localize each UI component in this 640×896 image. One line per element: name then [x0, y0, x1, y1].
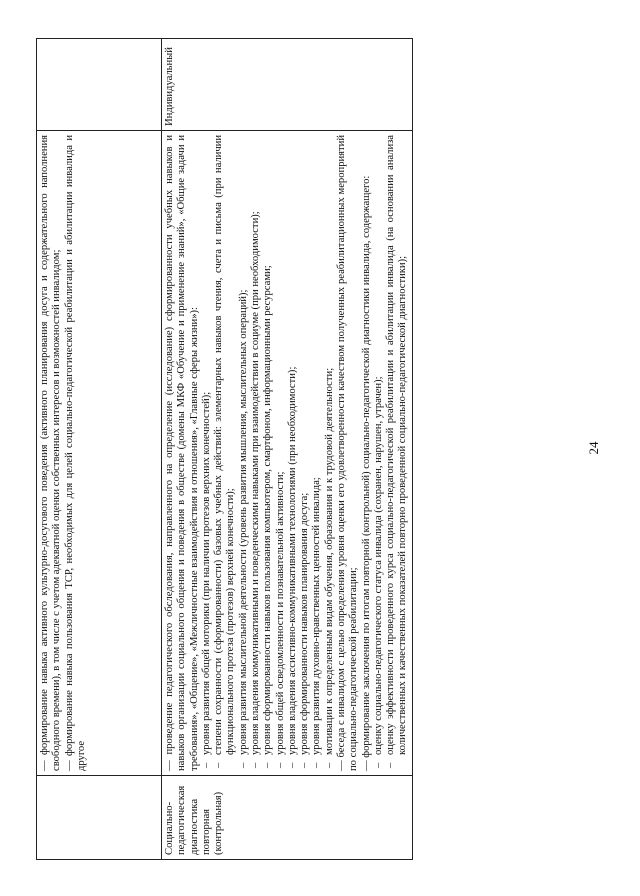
- stage-cell: [37, 776, 162, 860]
- conclusion-paragraph: — формирование заключения по итогам повторной (контрольной) социально-педагогической диагностики инвалида, содержащего:: [360, 175, 372, 771]
- page-number: 24: [586, 441, 601, 455]
- rehab-table: [36, 38, 413, 860]
- list-item: – уровня развития мыслительной деятельности (уровень развития мышления, мыслительных операций);: [237, 289, 249, 768]
- list-item: – уровня развития общей моторики (при наличии протезов верхних конечностей);: [200, 391, 212, 768]
- list-item: – уровня общей осведомленности и познавательной активности;: [274, 471, 286, 768]
- list-item: – уровня владения коммуникативными и поведенческими навыками при взаимодействии в социуме (при необходимости);: [249, 211, 261, 768]
- list-item: – уровня сформированности навыков пользования компьютером, смартфоном, информационными ресурсами;: [262, 265, 274, 768]
- table-row: [37, 39, 162, 860]
- talk-paragraph: — беседа с инвалидом с целью определения уровня оценки его удовлетворенности качеством полученных реабилитационных мероприятий по социально-педагогической реабилитации;: [335, 135, 360, 771]
- content-paragraph: — формирование навыка активного культурно-досугового поведения (активного планирования досуга и содержательного наполнения свободного времени), в том числе с учетом адекватной оценки собственных интересов и возможностей инвалидом;: [39, 135, 63, 771]
- list-item: – оценку эффективности проведенного курса социально-педагогической реабилитации и абилитации инвалида (на основании анализа количественных и качественных показателей повторно проведенной социально-педагогической диагностики);: [385, 135, 409, 768]
- form-cell: Индивидуальный: [162, 39, 413, 131]
- list-item: – степени сохранности (сформированности) базовых учебных действий: элементарных навыков чтения, счета и письма (при наличии функционального протеза (протезов) верхней конечности);: [213, 135, 237, 768]
- list-item: – мотивации к определенным видам обучения, образования и к трудовой деятельности;: [323, 367, 335, 768]
- content-cell: [37, 131, 162, 776]
- intro-paragraph: — проведение педагогического обследования, направленного на определение (исследование) сформированности учебных навыков и навыков организации социального общения и поведения в обществе (домены МКФ «Обучение и применение знаний», «Общие задачи и требования», «Общение», «Межличностные взаимодействия и отношения», «Главные сферы жизни»):: [164, 135, 200, 771]
- list-item: – уровня владения ассистивно-коммуникативными технологиями (при необходимости);: [286, 366, 298, 768]
- stage-cell: Социально-педагогическая диагностика повторная (контрольная): [162, 776, 413, 860]
- list-item: – оценку социально-педагогического статуса инвалида (сохранен, нарушен, утрачен);: [372, 376, 384, 768]
- form-cell: [37, 39, 162, 131]
- table-row: [162, 39, 413, 860]
- list-item: – уровня сформированности навыков планирования досуга;: [299, 492, 311, 768]
- list-item: – уровня развития духовно-нравственных ценностей инвалида;: [311, 477, 323, 768]
- content-cell: [162, 131, 413, 776]
- content-paragraph: — формирование навыка пользования ТСР, необходимых для целей социально-педагогической реабилитации и абилитации инвалида и другое: [63, 135, 87, 771]
